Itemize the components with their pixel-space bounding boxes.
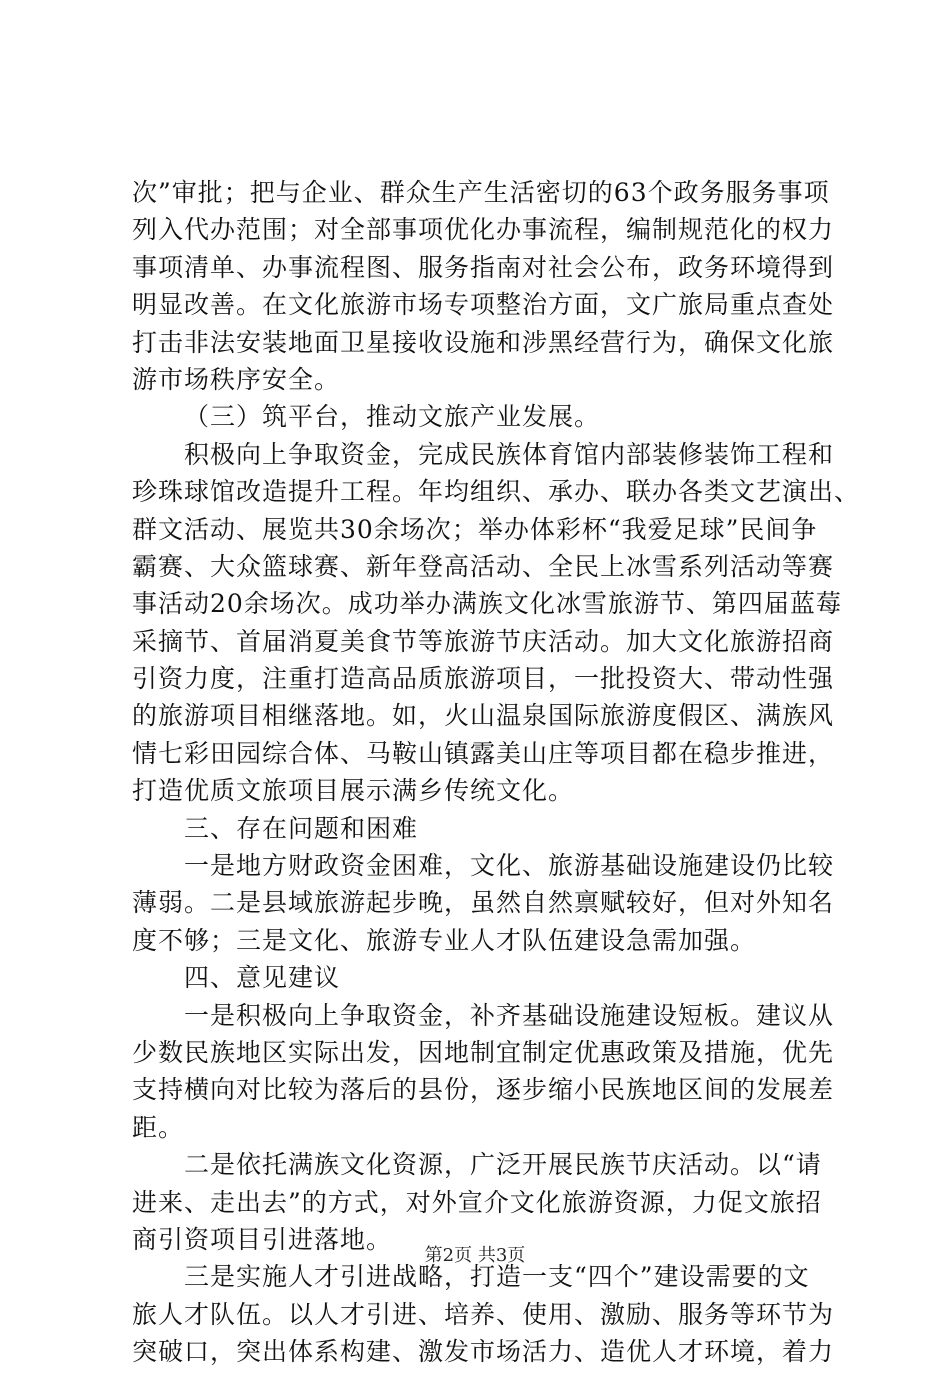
paragraph-start: 一是积极向上争取资金，补齐基础设施建设短板。建议从 [184, 1000, 835, 1030]
body-line: 事项清单、办事流程图、服务指南对社会公布，政务环境得到 [132, 252, 835, 282]
body-line: 支持横向对比较为落后的县份，逐步缩小民族地区间的发展差 [132, 1075, 835, 1105]
section-heading-platform: （三）筑平台，推动文旅产业发展。 [184, 402, 601, 432]
paragraph-start: 一是地方财政资金困难，文化、旅游基础设施建设仍比较 [184, 851, 835, 881]
body-line: 进来、走出去”的方式，对外宣介文化旅游资源，力促文旅招 [132, 1187, 822, 1217]
body-line: 打击非法安装地面卫星接收设施和涉黑经营行为，确保文化旅 [132, 327, 835, 357]
body-line: 旅人才队伍。以人才引进、培养、使用、激励、服务等环节为 [132, 1299, 835, 1329]
body-line: 引资力度，注重打造高品质旅游项目，一批投资大、带动性强 [132, 664, 835, 694]
body-line: 打造优质文旅项目展示满乡传统文化。 [132, 776, 575, 806]
body-line: 突破口，突出体系构建、激发市场活力、造优人才环境，着力 [132, 1337, 835, 1367]
body-line: 霸赛、大众篮球赛、新年登高活动、全民上冰雪系列活动等赛 [132, 551, 835, 581]
body-line: 少数民族地区实际出发，因地制宜制定优惠政策及措施，优先 [132, 1037, 835, 1067]
section-heading-problems: 三、存在问题和困难 [184, 813, 419, 843]
body-line: 采摘节、首届消夏美食节等旅游节庆活动。加大文化旅游招商 [132, 626, 835, 656]
section-heading-suggestions: 四、意见建议 [184, 963, 341, 993]
body-line: 群文活动、展览共30余场次；举办体彩杯“我爱足球”民间争 [132, 514, 818, 544]
body-line: 列入代办范围；对全部事项优化办事流程，编制规范化的权力 [132, 215, 835, 245]
paragraph-start: 积极向上争取资金，完成民族体育馆内部装修装饰工程和 [184, 439, 835, 469]
body-line: 事活动20余场次。成功举办满族文化冰雪旅游节、第四届蓝莓 [132, 589, 842, 619]
page-number-footer: 第2页 共3页 [424, 1245, 526, 1266]
body-line: 薄弱。二是县域旅游起步晚，虽然自然禀赋较好，但对外知名 [132, 888, 835, 918]
body-line: 度不够；三是文化、旅游专业人才队伍建设急需加强。 [132, 925, 757, 955]
paragraph-start: 三是实施人才引进战略，打造一支“四个”建设需要的文 [184, 1262, 810, 1292]
body-line: 明显改善。在文化旅游市场专项整治方面，文广旅局重点查处 [132, 290, 835, 320]
body-line: 次”审批；把与企业、群众生产生活密切的63个政务服务事项 [132, 178, 830, 207]
body-line: 情七彩田园综合体、马鞍山镇露美山庄等项目都在稳步推进， [132, 738, 835, 768]
body-line: 商引资项目引进落地。 [132, 1224, 393, 1254]
body-line: 距。 [132, 1112, 185, 1142]
body-line: 游市场秩序安全。 [132, 364, 341, 394]
body-line: 珍珠球馆改造提升工程。年均组织、承办、联办各类文艺演出、 [132, 477, 861, 507]
paragraph-start: 二是依托满族文化资源，广泛开展民族节庆活动。以“请 [184, 1150, 822, 1180]
document-body [132, 176, 861, 1373]
body-line: 的旅游项目相继落地。如，火山温泉国际旅游度假区、满族风 [132, 701, 835, 731]
